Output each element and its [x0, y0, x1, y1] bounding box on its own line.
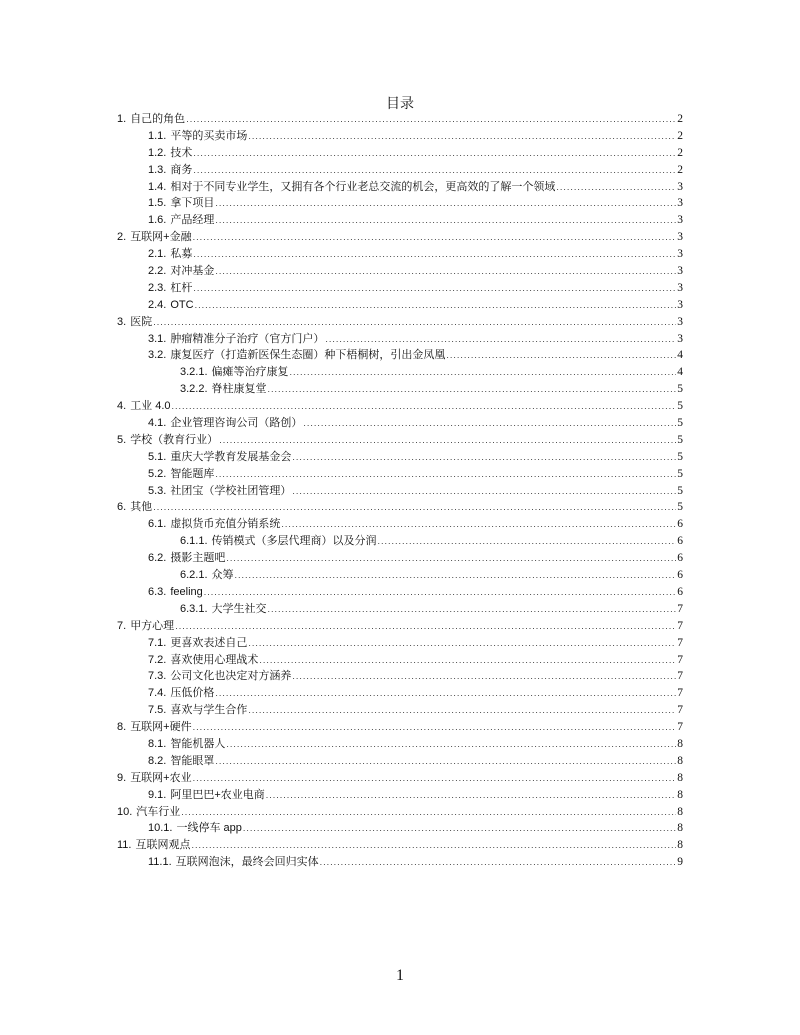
toc-entry-number: 5.: [117, 433, 127, 446]
toc-entry-number: 6.3.1.: [180, 602, 208, 615]
toc-leader-dots: [248, 702, 676, 719]
toc-entry[interactable]: [117, 516, 683, 533]
toc-entry-page[interactable]: 7: [677, 687, 683, 700]
toc-entry-label[interactable]: 私募: [170, 248, 193, 261]
toc-entry-page[interactable]: 8: [677, 788, 683, 801]
toc-entry-page[interactable]: 8: [677, 771, 683, 784]
toc-entry[interactable]: [117, 533, 683, 550]
toc-entry[interactable]: [117, 432, 683, 449]
toc-entry-page[interactable]: 3: [677, 180, 683, 193]
toc-entry-number: 1.6.: [148, 214, 167, 227]
toc-entry-number: 2.3.: [148, 281, 167, 294]
toc-entry-page[interactable]: 8: [677, 839, 683, 852]
toc-leader-dots: [243, 820, 676, 837]
toc-leader-dots: [248, 128, 676, 145]
toc-entry[interactable]: [117, 212, 683, 229]
toc-entry-number: 9.1.: [148, 788, 167, 801]
toc-entry[interactable]: [117, 331, 683, 348]
toc-entry-number: 9.: [117, 771, 127, 784]
toc-entry[interactable]: [117, 398, 683, 415]
toc-entry-number: 1.: [117, 113, 127, 125]
toc-entry-label[interactable]: 杠杆: [170, 281, 193, 294]
toc-leader-dots: [325, 331, 676, 348]
toc-entry-page[interactable]: 2: [677, 113, 683, 125]
toc-entry-label[interactable]: 互联网+金融: [130, 231, 192, 244]
toc-leader-dots: [193, 719, 676, 736]
toc-leader-dots: [259, 652, 676, 669]
toc-leader-dots: [266, 787, 676, 804]
toc-entry-number: 1.5.: [148, 197, 167, 210]
toc-leader-dots: [153, 314, 676, 331]
toc-leader-dots: [193, 246, 676, 263]
toc-entry-page[interactable]: 6: [677, 518, 683, 531]
toc-leader-dots: [153, 499, 676, 516]
toc-entry[interactable]: [117, 128, 683, 145]
toc-entry-number: 8.2.: [148, 754, 167, 767]
toc-entry-number: 3.1.: [148, 332, 167, 345]
toc-entry[interactable]: [117, 347, 683, 364]
toc-entry-number: 11.: [117, 839, 132, 852]
toc-leader-dots: [446, 347, 676, 364]
toc-entry-page[interactable]: 7: [677, 721, 683, 734]
toc-entry-label[interactable]: 商务: [170, 163, 193, 176]
toc-entry-label[interactable]: 互联网观点: [135, 839, 191, 852]
toc-entry-label[interactable]: 产品经理: [170, 214, 215, 227]
toc-entry-page[interactable]: 3: [677, 265, 683, 278]
toc-entry-label[interactable]: 摄影主题吧: [170, 552, 226, 565]
toc-entry[interactable]: [117, 820, 683, 837]
toc-entry[interactable]: [117, 449, 683, 466]
toc-entry-page[interactable]: 8: [677, 822, 683, 835]
toc-entry-page[interactable]: 7: [677, 636, 683, 649]
toc-entry-label[interactable]: 企业管理咨询公司（路创）: [170, 417, 303, 430]
toc-entry[interactable]: [117, 263, 683, 280]
toc-entry-label[interactable]: 虚拟货币充值分销系统: [170, 518, 281, 531]
toc-leader-dots: [181, 804, 676, 821]
toc-leader-dots: [195, 297, 676, 314]
toc-entry[interactable]: [117, 466, 683, 483]
toc-entry-number: 1.1.: [148, 129, 167, 142]
toc-entry-page[interactable]: 2: [677, 129, 683, 142]
toc-entry-label[interactable]: 互联网泡沫，最终会回归实体: [175, 856, 319, 869]
toc-entry-number: 6.2.: [148, 552, 167, 565]
toc-entry-number: 8.: [117, 721, 127, 734]
toc-entry-label[interactable]: 一线停车 app: [176, 822, 242, 835]
toc-leader-dots: [268, 381, 676, 398]
toc-entry-label[interactable]: 阿里巴巴+农业电商: [170, 788, 265, 801]
toc-entry[interactable]: [117, 179, 683, 196]
toc-entry-number: 7.: [117, 619, 127, 632]
toc-entry-label[interactable]: 大学生社交: [211, 602, 267, 615]
toc-entry-label[interactable]: 重庆大学教育发展基金会: [170, 450, 292, 463]
toc-entry-number: 1.2.: [148, 146, 167, 159]
toc-entry[interactable]: [117, 618, 683, 635]
toc-entry-number: 7.1.: [148, 636, 167, 649]
toc-entry[interactable]: [117, 415, 683, 432]
toc-entry-page[interactable]: 5: [677, 433, 683, 446]
toc-entry[interactable]: [117, 280, 683, 297]
toc-entry-number: 6.3.: [148, 585, 167, 598]
toc-entry-label[interactable]: 互联网+农业: [130, 771, 192, 784]
toc-entry-label[interactable]: 其他: [130, 501, 153, 514]
toc-entry-number: 5.1.: [148, 450, 167, 463]
toc-entry[interactable]: [117, 246, 683, 263]
toc-entry[interactable]: [117, 297, 683, 314]
toc-entry-number: 7.4.: [148, 687, 167, 700]
toc-entry-label[interactable]: 更喜欢表述自己: [170, 636, 248, 649]
toc-entry-number: 5.2.: [148, 467, 167, 480]
toc-leader-dots: [248, 635, 676, 652]
toc-entry-page[interactable]: 6: [677, 585, 683, 598]
toc-entry-page[interactable]: 7: [677, 602, 683, 615]
toc-entry[interactable]: [117, 854, 683, 871]
toc-entry-page[interactable]: 2: [677, 146, 683, 159]
toc-leader-dots: [193, 145, 676, 162]
toc-leader-dots: [193, 229, 676, 246]
toc-entry-number: 7.2.: [148, 653, 167, 666]
toc-entry-page[interactable]: 3: [677, 281, 683, 294]
toc-entry-page[interactable]: 3: [677, 248, 683, 261]
toc-entry-label[interactable]: 众筹: [211, 569, 234, 582]
toc-leader-dots: [193, 770, 676, 787]
toc-entry-number: 8.1.: [148, 737, 167, 750]
toc-entry-page[interactable]: 8: [677, 754, 683, 767]
toc-entry-label[interactable]: 互联网+硬件: [130, 721, 192, 734]
toc-entry[interactable]: [117, 685, 683, 702]
toc-entry-label[interactable]: 汽车行业: [136, 805, 181, 818]
toc-entry-number: 1.3.: [148, 163, 167, 176]
toc-leader-dots: [226, 736, 676, 753]
toc-entry-number: 3.: [117, 315, 127, 328]
toc-entry-page[interactable]: 3: [677, 315, 683, 328]
toc-title: 目录: [386, 97, 414, 112]
toc-entry-page[interactable]: 3: [677, 231, 683, 244]
toc-leader-dots: [320, 854, 676, 871]
toc-entry-number: 10.: [117, 805, 133, 818]
toc-entry[interactable]: [117, 314, 683, 331]
toc-entry-number: 11.1.: [148, 856, 172, 869]
toc-leader-dots: [226, 550, 676, 567]
toc-entry[interactable]: [117, 483, 683, 500]
toc-entry-label[interactable]: 公司文化也决定对方涵养: [170, 670, 292, 683]
toc-entry-page[interactable]: 6: [677, 569, 683, 582]
toc-entry-label[interactable]: 康复医疗（打造新医保生态圈）种下梧桐树，引出金凤凰: [170, 349, 446, 362]
toc-entry[interactable]: [117, 381, 683, 398]
toc-entry-label[interactable]: 压低价格: [170, 687, 215, 700]
toc-entry-number: 4.: [117, 400, 127, 413]
toc-entry-label[interactable]: 平等的买卖市场: [170, 129, 248, 142]
toc-entry-page[interactable]: 3: [677, 214, 683, 227]
toc-entry[interactable]: [117, 652, 683, 669]
toc-entry-label[interactable]: 智能眼罩: [170, 754, 215, 767]
toc-entry[interactable]: [117, 601, 683, 618]
toc-leader-dots: [193, 162, 676, 179]
toc-entry-label[interactable]: 社团宝（学校社团管理）: [170, 484, 292, 497]
toc-leader-dots: [191, 837, 676, 854]
toc-entry[interactable]: [117, 111, 683, 128]
toc-leader-dots: [292, 483, 676, 500]
toc-entry-label[interactable]: 喜欢与学生合作: [170, 704, 248, 717]
toc-entry[interactable]: [117, 195, 683, 212]
toc-entry-label[interactable]: 偏瘫等治疗康复: [211, 366, 289, 379]
toc-entry-page[interactable]: 5: [677, 501, 683, 514]
toc-entry-number: 7.5.: [148, 704, 167, 717]
toc-entry-label[interactable]: OTC: [170, 298, 194, 311]
toc-entry-number: 3.2.2.: [180, 383, 208, 396]
toc-entry-label[interactable]: 相对于不同专业学生，又拥有各个行业老总交流的机会，更高效的了解一个领域: [170, 180, 556, 193]
toc-entry-number: 6.2.1.: [180, 569, 208, 582]
toc-leader-dots: [215, 263, 676, 280]
toc-entry-number: 3.2.: [148, 349, 167, 362]
toc-entry[interactable]: [117, 145, 683, 162]
toc-leader-dots: [204, 584, 676, 601]
toc-entry-page[interactable]: 3: [677, 332, 683, 345]
toc-entry[interactable]: [117, 364, 683, 381]
toc-entry-number: 6.: [117, 501, 127, 514]
toc-entry-number: 6.1.1.: [180, 535, 208, 548]
toc-entry-label[interactable]: 喜欢使用心理战术: [170, 653, 259, 666]
toc-entry-label[interactable]: feeling: [170, 585, 203, 598]
toc-entry-label[interactable]: 智能题库: [170, 467, 215, 480]
toc-entry-page[interactable]: 8: [677, 737, 683, 750]
toc-entry-page[interactable]: 8: [677, 805, 683, 818]
toc-entry[interactable]: [117, 550, 683, 567]
toc-entry-page[interactable]: 5: [677, 400, 683, 413]
toc-entry-label[interactable]: 传销模式（多层代理商）以及分润: [211, 535, 377, 548]
toc-entry-page[interactable]: 4: [677, 366, 683, 379]
page-number: 1: [396, 967, 404, 984]
toc-entry[interactable]: [117, 635, 683, 652]
toc-entry[interactable]: [117, 702, 683, 719]
toc-entry[interactable]: [117, 837, 683, 854]
toc-entry[interactable]: [117, 162, 683, 179]
toc-leader-dots: [215, 466, 676, 483]
toc-entry[interactable]: [117, 229, 683, 246]
toc-entry[interactable]: [117, 753, 683, 770]
toc-entry-number: 5.3.: [148, 484, 167, 497]
toc-entry-label[interactable]: 脊柱康复堂: [211, 383, 267, 396]
toc-entry-label[interactable]: 拿下项目: [170, 197, 215, 210]
toc-entry-page[interactable]: 5: [677, 383, 683, 396]
toc-entry-page[interactable]: 7: [677, 619, 683, 632]
toc-entry-label[interactable]: 技术: [170, 146, 193, 159]
toc-entry-number: 2.4.: [148, 298, 167, 311]
toc-entry-page[interactable]: 7: [677, 670, 683, 683]
toc-entry-label[interactable]: 对冲基金: [170, 265, 215, 278]
toc-entry-page[interactable]: 6: [677, 552, 683, 565]
toc-entry-number: 1.4.: [148, 180, 167, 193]
toc-leader-dots: [215, 753, 676, 770]
toc-entry-page[interactable]: 3: [677, 197, 683, 210]
toc-entry-page[interactable]: 5: [677, 450, 683, 463]
toc-leader-dots: [215, 212, 676, 229]
toc-entry-page[interactable]: 5: [677, 467, 683, 480]
toc-leader-dots: [292, 449, 676, 466]
toc-entry-label[interactable]: 肿瘤精准分子治疗（官方门户）: [170, 332, 325, 345]
toc-leader-dots: [292, 668, 676, 685]
toc-leader-dots: [281, 516, 676, 533]
toc-leader-dots: [268, 601, 676, 618]
toc-entry-number: 6.1.: [148, 518, 167, 531]
toc-entry-page[interactable]: 7: [677, 653, 683, 666]
toc-leader-dots: [172, 398, 676, 415]
toc-entry-label[interactable]: 智能机器人: [170, 737, 226, 750]
toc-leader-dots: [235, 567, 676, 584]
toc-leader-dots: [219, 432, 676, 449]
toc-entry-label[interactable]: 医院: [130, 315, 153, 328]
toc-entry-number: 4.1.: [148, 417, 167, 430]
toc-entry-label[interactable]: 工业 4.0: [130, 400, 171, 413]
toc-entry-page[interactable]: 5: [677, 484, 683, 497]
toc-entry[interactable]: [117, 804, 683, 821]
toc-entry-number: 10.1.: [148, 822, 173, 835]
table-of-contents: [117, 111, 683, 871]
toc-leader-dots: [175, 618, 676, 635]
toc-entry[interactable]: [117, 719, 683, 736]
toc-entry-number: 7.3.: [148, 670, 167, 683]
toc-entry-page[interactable]: 2: [677, 163, 683, 176]
toc-entry[interactable]: [117, 584, 683, 601]
toc-entry[interactable]: [117, 770, 683, 787]
toc-leader-dots: [303, 415, 676, 432]
toc-entry-label[interactable]: 自己的角色: [130, 113, 186, 125]
toc-entry-label[interactable]: 甲方心理: [130, 619, 175, 632]
toc-entry[interactable]: [117, 787, 683, 804]
toc-entry-number: 3.2.1.: [180, 366, 208, 379]
toc-entry[interactable]: [117, 499, 683, 516]
toc-entry-number: 2.1.: [148, 248, 167, 261]
toc-entry-page[interactable]: 4: [677, 349, 683, 362]
toc-entry-label[interactable]: 学校（教育行业）: [130, 433, 219, 446]
toc-entry-number: 2.: [117, 231, 127, 244]
toc-leader-dots: [556, 179, 676, 196]
toc-entry[interactable]: [117, 736, 683, 753]
toc-leader-dots: [378, 533, 676, 550]
toc-entry-page[interactable]: 6: [677, 535, 683, 548]
toc-entry-page[interactable]: 7: [677, 704, 683, 717]
toc-leader-dots: [193, 280, 676, 297]
toc-entry-page[interactable]: 5: [677, 417, 683, 430]
toc-entry-page[interactable]: 3: [677, 298, 683, 311]
toc-entry[interactable]: [117, 567, 683, 584]
toc-leader-dots: [186, 111, 676, 128]
toc-leader-dots: [290, 364, 676, 381]
toc-entry[interactable]: [117, 668, 683, 685]
toc-leader-dots: [215, 685, 676, 702]
toc-leader-dots: [215, 195, 676, 212]
toc-entry-page[interactable]: 9: [677, 856, 683, 869]
toc-entry-number: 2.2.: [148, 265, 167, 278]
